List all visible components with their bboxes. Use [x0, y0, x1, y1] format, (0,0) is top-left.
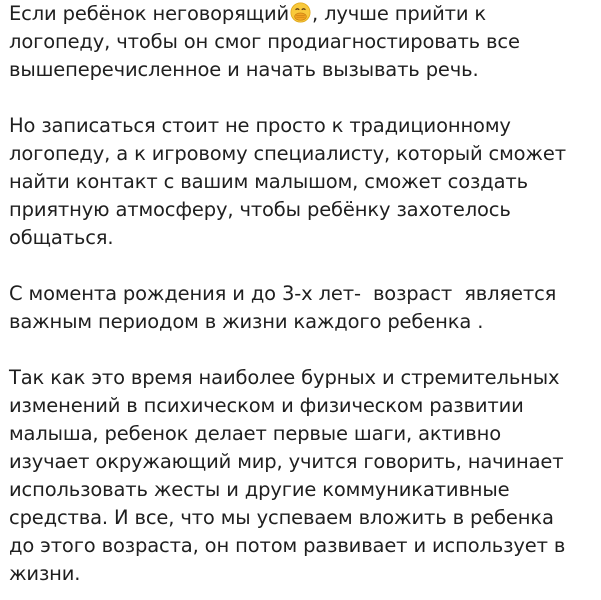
text-line: Но записаться стоит не просто к традиционному: [9, 114, 511, 137]
text-line: Так как это время наиболее бурных и стремительных: [9, 366, 560, 389]
paragraph: [9, 112, 597, 252]
text-line: изучает окружающий мир, учится говорить, начинает: [9, 450, 564, 473]
text-line: важным периодом в жизни каждого ребенка .: [9, 310, 484, 333]
text-line: до этого возраста, он потом развивает и использует в: [9, 534, 566, 557]
post-text: [9, 0, 597, 588]
text-line: использовать жесты и другие коммуникативные: [9, 478, 510, 501]
paragraph: [9, 0, 597, 84]
paragraph-spacer: [9, 84, 597, 112]
paragraph-spacer: [9, 252, 597, 280]
text-line: изменений в психическом и физическом развитии: [9, 394, 524, 417]
text-line: найти контакт с вашим малышом, сможет создать: [9, 170, 528, 193]
hand-over-mouth-emoji-icon: [290, 2, 311, 23]
paragraph: [9, 364, 597, 588]
text-line: С момента рождения и до 3-х лет- возраст является: [9, 282, 557, 305]
text-line: малыша, ребенок делает первые шаги, активно: [9, 422, 502, 445]
text-line: [9, 0, 597, 28]
paragraph-spacer: [9, 336, 597, 364]
text-line: жизни.: [9, 562, 81, 585]
text-line: общаться.: [9, 226, 114, 249]
text-line: логопеду, а к игровому специалисту, который сможет: [9, 142, 566, 165]
paragraph: [9, 280, 597, 336]
text-line: средства. И все, что мы успеваем вложить в ребенка: [9, 506, 554, 529]
text-line: логопеду, чтобы он смог продиагностировать все: [9, 30, 520, 53]
text-fragment: Если ребёнок неговорящий: [9, 2, 289, 25]
text-line: вышеперечисленное и начать вызывать речь.: [9, 58, 479, 81]
text-line: приятную атмосферу, чтобы ребёнку захотелось: [9, 198, 511, 221]
text-fragment: , лучше прийти к: [312, 2, 487, 25]
